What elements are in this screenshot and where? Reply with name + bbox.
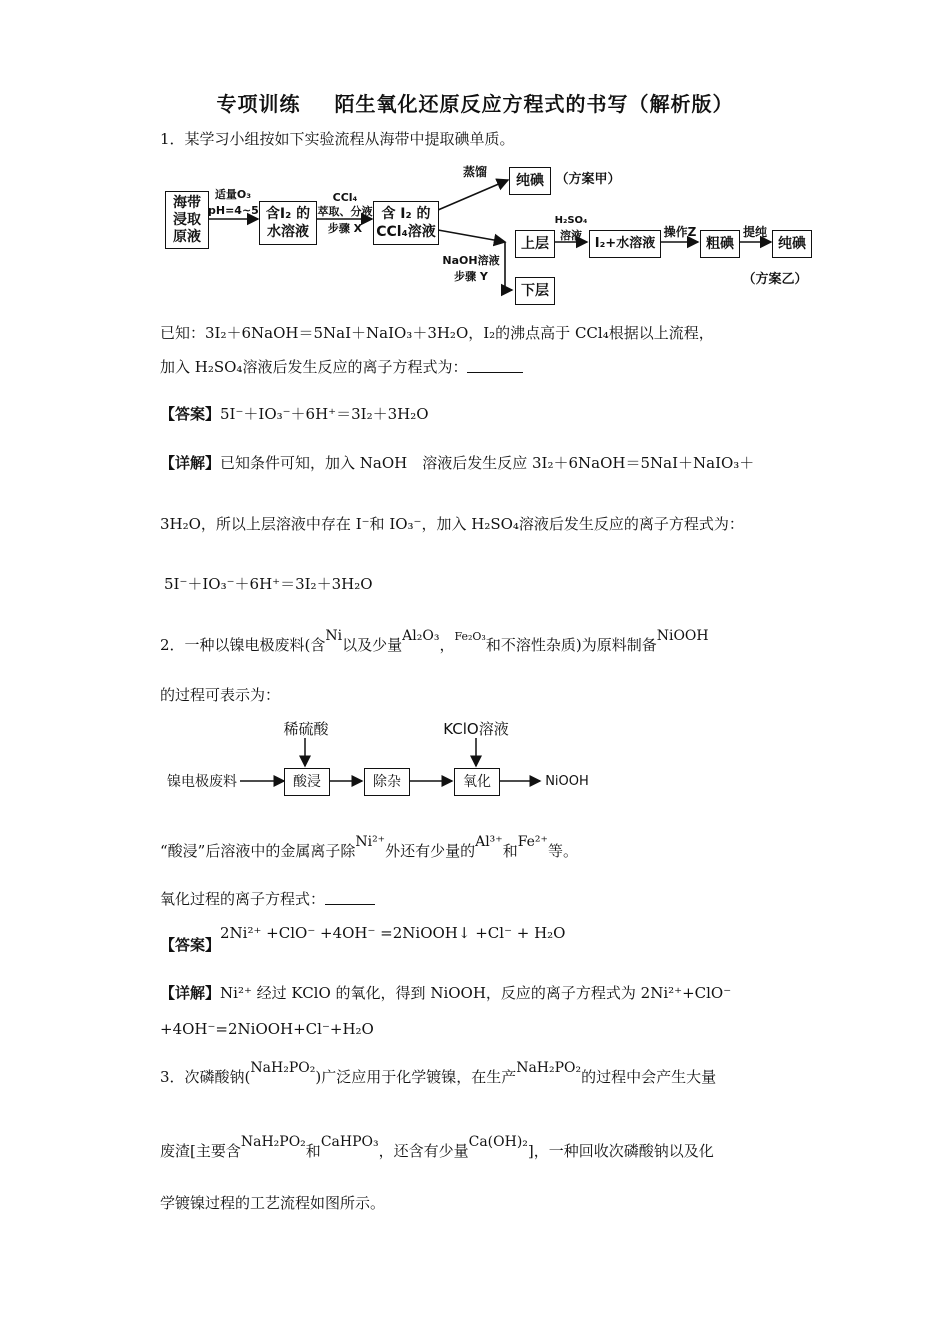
q2-detail-1 xyxy=(160,982,731,1004)
q2-answer xyxy=(160,924,566,954)
acid-label: 稀硫酸 xyxy=(283,720,329,738)
flow-box-acid-leach: 酸浸 xyxy=(284,768,330,796)
q1-question-text: 加入 H₂SO₄溶液后发生反应的离子方程式为： xyxy=(160,358,468,376)
ccl4-line1: 含 I₂ 的 xyxy=(381,206,431,222)
q2-ions-c: 等。 xyxy=(547,842,578,860)
arrow1-bottom-label: pH=4~5 xyxy=(208,204,259,217)
q2-al2o3: Al₂O₃ xyxy=(402,628,440,644)
q3-and: 和 xyxy=(305,1142,321,1160)
q3-intro-c: 的过程中会产生大量 xyxy=(581,1068,717,1086)
arrow2-bottom-label: 步骤 X xyxy=(327,222,363,235)
q3-line2-c: ]，一种回收次磷酸钠以及化 xyxy=(527,1142,714,1160)
source-line1: 海带 xyxy=(173,194,201,211)
flow-box-purify: 除杂 xyxy=(364,768,410,796)
q3-line2-a: 废渣[主要含 xyxy=(160,1142,241,1160)
q3-line2 xyxy=(160,1134,714,1163)
q3-intro-a: 3．次磷酸钠( xyxy=(160,1068,251,1086)
q3-nah2po2-a: NaH₂PO₂ xyxy=(250,1060,316,1076)
flow-box-lower: 下层 xyxy=(515,277,555,305)
q2-ions xyxy=(160,834,578,863)
kclo-label: KClO溶液 xyxy=(443,720,509,738)
op-z-label: 操作Z xyxy=(663,225,697,239)
aq-line1: 含I₂ 的 xyxy=(265,206,311,222)
ccl4-line2: CCl₄溶液 xyxy=(376,224,436,240)
q2-intro-c: 和不溶性杂质)为原料制备 xyxy=(485,636,657,654)
q2-detail-1-text: Ni²⁺ 经过 KClO 的氧化，得到 NiOOH，反应的离子方程式为 2Ni²⁺+ClO⁻ xyxy=(220,984,732,1002)
q1-detail-1-text: 已知条件可知，加入 NaOH 溶液后发生反应 3I₂＋6NaOH＝5NaI＋NaIO₃＋ xyxy=(220,454,755,472)
q2-ni: Ni xyxy=(325,628,343,644)
q2-answer-blank xyxy=(325,890,375,905)
q2-ni2: Ni²⁺ xyxy=(355,834,386,850)
q3-intro xyxy=(160,1060,717,1089)
q2-intro-b: 以及少量 xyxy=(342,636,403,654)
q2-intro-2: 的过程可表示为： xyxy=(160,686,281,704)
q2-al3: Al³⁺ xyxy=(475,834,503,850)
q3-caoh2: Ca(OH)₂ xyxy=(468,1134,528,1150)
q2-question xyxy=(160,888,375,910)
h2so4-label-2: 溶液 xyxy=(560,229,582,242)
flow-box-i2-aq: I₂+水溶液 xyxy=(589,230,661,258)
arrow2-mid-label: 萃取、分液 xyxy=(317,205,373,218)
step-y-label: 步骤 Y xyxy=(454,270,488,283)
q1-intro: 1．某学习小组按如下实验流程从海带中提取碘单质。 xyxy=(160,130,515,148)
q3-nah2po2-c: NaH₂PO₂ xyxy=(240,1134,306,1150)
plan-b-label: （方案乙） xyxy=(742,272,808,287)
q2-ions-a: “酸浸”后溶液中的金属离子除 xyxy=(160,842,356,860)
q2-intro-a: 2．一种以镍电极废料(含 xyxy=(160,636,326,654)
flow-box-oxidize: 氧化 xyxy=(454,768,500,796)
source-line3: 原液 xyxy=(173,228,201,245)
purify-label: 提纯 xyxy=(742,225,767,239)
q3-nah2po2-b: NaH₂PO₂ xyxy=(516,1060,582,1076)
q2-comma: ， xyxy=(439,636,455,654)
distill-label: 蒸馏 xyxy=(462,165,487,179)
q2-question-text: 氧化过程的离子方程式： xyxy=(160,890,326,908)
flow-box-pure-iodine-b: 纯碘 xyxy=(772,230,812,258)
source-line2: 浸取 xyxy=(173,211,201,228)
title-part1: 专项训练 xyxy=(216,92,301,116)
q2-detail-2: +4OH⁻=2NiOOH+Cl⁻+H₂O xyxy=(160,1020,374,1038)
title-part2: 陌生氧化还原反应方程式的书写（解析版） xyxy=(334,92,734,116)
q3-intro-b: )广泛应用于化学镀镍，在生产 xyxy=(315,1068,517,1086)
q2-detail-label: 【详解】 xyxy=(160,984,221,1002)
q3-line3: 学镀镍过程的工艺流程如图所示。 xyxy=(160,1194,386,1212)
q2-fe2: Fe²⁺ xyxy=(517,834,548,850)
naoh-label: NaOH溶液 xyxy=(442,254,500,267)
q3-cahpo3: CaHPO₃ xyxy=(320,1134,379,1150)
answer-label: 【答案】 xyxy=(160,405,221,423)
flow-box-pure-iodine-a: 纯碘 xyxy=(509,167,551,195)
flow-box-upper: 上层 xyxy=(515,230,555,258)
product-label: NiOOH xyxy=(545,774,589,789)
plan-a-label: （方案甲） xyxy=(555,172,621,187)
q1-detail-2: 3H₂O，所以上层溶液中存在 I⁻和 IO₃⁻，加入 H₂SO₄溶液后发生反应的离子方程式为： xyxy=(160,515,744,533)
waste-label: 镍电极废料 xyxy=(167,774,237,790)
q3-line2-b: ，还含有少量 xyxy=(378,1142,469,1160)
q2-answer-label: 【答案】 xyxy=(160,936,221,954)
arrow2-top-label: CCl₄ xyxy=(332,191,358,204)
q2-niooh: NiOOH xyxy=(656,628,709,644)
q2-answer-text: 2Ni²⁺ +ClO⁻ +4OH⁻ =2NiOOH↓ +Cl⁻ + H₂O xyxy=(220,924,566,942)
q2-and: 和 xyxy=(502,842,518,860)
flow-box-crude: 粗碘 xyxy=(700,230,740,258)
q1-known: 已知：3I₂＋6NaOH＝5NaI＋NaIO₃＋3H₂O，I₂的沸点高于 CCl₄根据以上流程， xyxy=(160,324,714,342)
detail-label: 【详解】 xyxy=(160,454,221,472)
q1-answer-text: 5I⁻＋IO₃⁻＋6H⁺＝3I₂＋3H₂O xyxy=(220,405,429,423)
arrow1-top-label: 适量O₃ xyxy=(214,188,252,201)
q1-detail-3: 5I⁻＋IO₃⁻＋6H⁺＝3I₂＋3H₂O xyxy=(164,575,373,593)
q2-fe2o3: Fe₂O₃ xyxy=(454,630,486,643)
h2so4-label: H₂SO₄ xyxy=(554,215,588,226)
q2-ions-b: 外还有少量的 xyxy=(385,842,476,860)
aq-line2: 水溶液 xyxy=(267,224,309,240)
